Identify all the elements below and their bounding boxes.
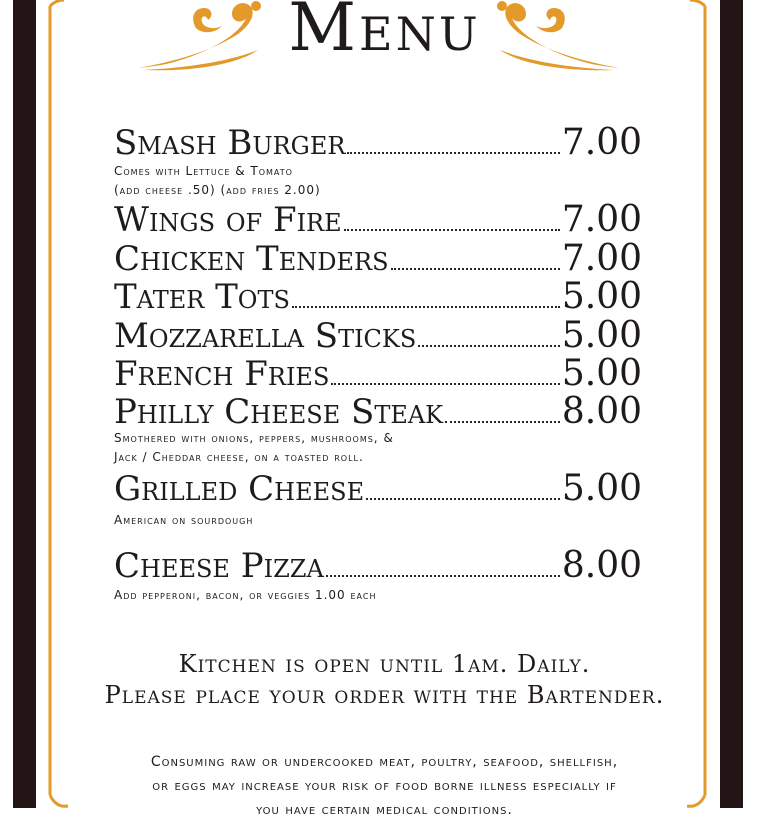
menu-item-wings-of-fire — [114, 201, 642, 239]
item-price: 5.00 — [561, 468, 642, 509]
dotted-leader — [418, 345, 560, 347]
dotted-leader — [292, 306, 560, 308]
menu-item-french-fries — [114, 355, 642, 393]
item-price: 5.00 — [561, 353, 642, 394]
menu-item-smash-burger — [114, 124, 642, 162]
item-price: 7.00 — [561, 122, 642, 163]
menu-item-tater-tots — [114, 278, 642, 316]
order-instructions: Please place your order with the Bartender. — [104, 681, 665, 709]
item-description: Jack / Cheddar cheese, on a toasted roll. — [114, 450, 364, 464]
item-description: Comes with Lettuce & Tomato — [114, 164, 293, 178]
item-description: Smothered with onions, peppers, mushrooms, & — [114, 431, 394, 445]
item-name: Wings of Fire — [114, 200, 342, 240]
item-price: 5.00 — [561, 315, 642, 356]
menu-item-grilled-cheese — [114, 470, 642, 508]
item-price: 5.00 — [561, 276, 642, 317]
item-description: Add pepperoni, bacon, or veggies 1.00 each — [114, 588, 377, 602]
dotted-leader — [391, 268, 560, 270]
item-name: Cheese Pizza — [114, 546, 324, 586]
dotted-leader — [445, 421, 560, 423]
item-name: Chicken Tenders — [114, 239, 389, 279]
item-name: Tater Tots — [114, 277, 290, 317]
item-name: Philly Cheese Steak — [114, 392, 444, 432]
item-price: 8.00 — [561, 545, 642, 586]
menu-item-cheese-pizza — [114, 547, 642, 585]
kitchen-hours-notice: Kitchen is open until 1am. Daily. — [178, 650, 591, 678]
menu-title: Menu — [288, 0, 481, 66]
dotted-leader — [344, 229, 560, 231]
dotted-leader — [347, 152, 559, 154]
menu-item-mozzarella-sticks — [114, 317, 642, 355]
item-name: Smash Burger — [114, 123, 346, 163]
item-price: 7.00 — [561, 199, 642, 240]
item-name: French Fries — [114, 354, 330, 394]
food-safety-disclaimer: you have certain medical conditions. — [256, 802, 513, 818]
food-safety-disclaimer: Consuming raw or undercooked meat, poultry, seafood, shellfish, — [150, 754, 619, 770]
dotted-leader — [366, 498, 560, 500]
item-name: Grilled Cheese — [114, 469, 365, 509]
item-price: 8.00 — [561, 391, 642, 432]
food-safety-disclaimer: or eggs may increase your risk of food borne illness especially if — [152, 778, 617, 794]
item-price: 7.00 — [561, 238, 642, 279]
menu-item-philly-cheese-steak — [114, 393, 642, 431]
menu-item-chicken-tenders — [114, 240, 642, 278]
item-description: (add cheese .50) (add fries 2.00) — [114, 183, 321, 197]
item-description: American on sourdough — [114, 513, 254, 527]
item-name: Mozzarella Sticks — [114, 316, 417, 356]
dotted-leader — [326, 575, 560, 577]
dotted-leader — [331, 383, 559, 385]
